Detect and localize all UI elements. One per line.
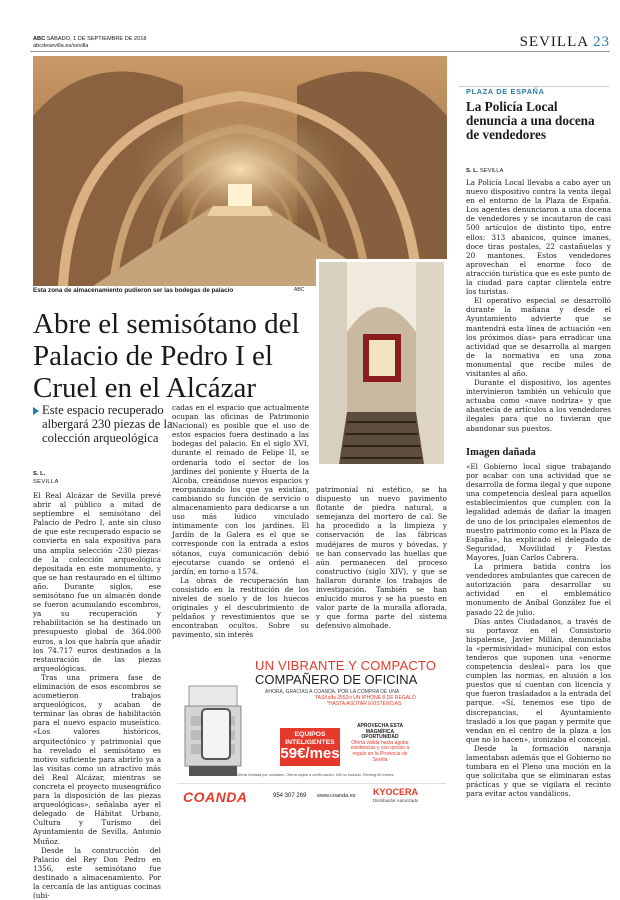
- sidebar-body-2: [466, 462, 611, 798]
- paragraph: patrimonial ni estético, se ha dispuesto un nuevo pavimento flotante de piedra natural, a semejanza del mortero de cal. Se ha procedido a la limpieza y conservación de las fábricas mudéjares de muros y bóvedas, y se han conservado las huellas que aún permanecen del proceso constructivo (siglo XIV), y que se hallaron durante los trabajos de investigación. También se han enlucido muros y se ha puesto en valor parte de la muralla aflorada, y que forma parte del sistema defensivo almohade.: [316, 485, 447, 631]
- promo-title: APROVECHA ESTA MAGNÍFICA OPORTUNIDAD: [356, 723, 404, 741]
- ad-line-2: COMPAÑERO DE OFICINA: [255, 672, 418, 687]
- paragraph: La obras de recuperación han consistido en la restitución de los niveles de suelo y de los huecos originales y el descubrimiento de peldaños y revestimientos que se encontraban ocultos. Sobre su pavimento, sin interés: [172, 575, 309, 640]
- ad-phone[interactable]: 954 307 269: [273, 793, 307, 799]
- ad-divider: [177, 783, 446, 784]
- page-number: 23: [593, 34, 610, 50]
- sidebar-author: S. L.: [466, 168, 479, 174]
- stairway-image: [319, 262, 444, 464]
- paragraph: El Real Alcázar de Sevilla prevé abrir al público a mitad de septiembre el semisótano del Palacio de Pedro I, ante sin cluso de que este recuperado espacio se convierta en sala expositiva para una amplia selección -230 piezas- de la colección arqueológica depositada en este monumento, y que se han restaurado en el último año. Durante siglos, ese semisótano fue un almacén donde se fueron acumulando escombros, ya su recuperación y rehabilitación se ha destinado un presupuesto global de 364.000 euros, a los que habría que añadir los 74.717 euros destinados a la restauración de las piezas arqueológicas.: [33, 491, 161, 673]
- phone-illustration: [201, 708, 231, 760]
- article-subhead-text: Este espacio recuperado albergará 230 piezas de la colección arqueológica: [42, 403, 173, 445]
- paragraph: Desde la construcción del Palacio del Rey Don Pedro en 1356, este semisótano fue destinado a almacenamiento. Por la cercanía de las antiguas cocinas (ubi-: [33, 845, 161, 900]
- subhead-bullet-icon: [33, 407, 39, 415]
- issue-date: SÁBADO, 1 DE SEPTIEMBRE DE 2018: [46, 36, 147, 42]
- photo-credit: ABC: [294, 287, 305, 293]
- paragraph: «El Gobierno local sigue trabajando por acabar con una actividad que se desarrolla de forma ilegal y que supone una competencia desleal para aquellos establecimientos que cumplen con la legalidad además de dañar la imagen de uno de los principales elementos de nuestro patrimonio como es la Plaza de España», ha explicado el delegado de Seguridad, Movilidad y Fiestas Mayores, Juan Carlos Cabrera.: [466, 462, 611, 562]
- photo-caption: Esta zona de almacenamiento pudieron ser las bodegas de palacio: [33, 287, 234, 294]
- badge-mid: INTELIGENTES: [285, 738, 335, 746]
- article-headline: Abre el semisótano del Palacio de Pedro I el Cruel en el Alcázar: [33, 308, 300, 404]
- paragraph: Días antes Ciudadanos, a través de su portavoz en el Consistorio hispalense, Javier Millán, denunciaba la «permisividad» municipal con estos tenderos que suponen una «enorme competencia desleal» para los que cumplen las normas, en alusión a los puestos que sí cuentan con licencia y que fueron trasladados a la entrada del parque. «Sí, tenemos ese tipo de discrepancias, el Ayuntamiento trasladó a los que pagan y permite que vendan en el centro de la plaza a los que no lo hacen», ironizaba el concejal.: [466, 616, 611, 744]
- paragraph: Durante el dispositivo, los agentes intervinieron también un vehículo que actuaba como «nave nodriza» y que abastecía de artículos a los vendedores ilegales para que no tuvieran que abandonar sus puestos.: [466, 378, 611, 433]
- article-column-3: [316, 485, 447, 631]
- section-header: [520, 34, 610, 51]
- kyocera-logo: KYOCERA: [373, 787, 419, 797]
- sidebar-headline: La Policía Local denuncia a una docena de vendedores: [466, 99, 595, 142]
- distributor-label: Distribuidor Autorizado: [373, 798, 419, 803]
- ad-website[interactable]: www.coanda.es: [317, 793, 356, 799]
- paragraph: La Policía Local llevaba a cabo ayer un nuevo dispositivo contra la venta ilegal en el entorno de la Plaza de España. Los agentes denunciaron a una docena de vendedores y se incautaron de casi 500 artículos de distinto tipo, entre ellos: 313 abanicos, quince imanes, doce tiras postales, 22 castañuelas y 20 mantones. Estos vendedores aprovechan el enorme foco de atracción turística que es este punto de la ciudad para captar clientela entre los turistas.: [466, 178, 611, 297]
- sidebar-subheading: Imagen dañada: [466, 447, 536, 458]
- coanda-logo: COANDA: [183, 789, 248, 805]
- sidebar-section-label: PLAZA DE ESPAÑA: [466, 87, 545, 96]
- vaulted-basement-photo: [33, 56, 447, 286]
- paragraph: El operativo especial se desarrolló durante la mañana y desde el Ayuntamiento advierte que se mantendrá esta línea de actuación «en los próximos días» para erradicar una actividad que se desarrolla al margen de la normativa en una zona monumental que recibe miles de visitantes al año.: [466, 296, 611, 378]
- ad-line-1: UN VIBRANTE Y COMPACTO: [255, 658, 437, 673]
- promo-box: [349, 724, 411, 763]
- article-subhead: [33, 404, 193, 445]
- sidebar-city: SEVILLA: [479, 168, 504, 174]
- header-rule: [30, 51, 610, 52]
- section-url: abcdesevilla.es/sevilla: [33, 42, 89, 49]
- article-column-2: [172, 403, 309, 639]
- sidebar-byline: [466, 168, 503, 174]
- article-byline: [33, 471, 59, 486]
- price-badge: [280, 728, 340, 766]
- article-city: SEVILLA: [33, 478, 59, 485]
- badge-top: EQUIPOS: [294, 731, 326, 738]
- ad-line-3: AHORA, GRACIAS A COANDA, POR LA COMPRA DE UNA: [265, 689, 400, 695]
- badge-price: 59€/mes: [280, 745, 340, 762]
- masthead-info: [33, 36, 146, 50]
- article-column-1: [33, 491, 161, 900]
- paragraph: Desde la formación naranja lamentaban además que el Gobierno no tumbara en el Pleno una moción en la que solicitaba que se eliminaran estas prácticas y que se vigilara el recinto para evitar actos vandálicos.: [466, 743, 611, 799]
- ad-line-4: TASKalfa 2552ci UN IPHONE 8 DE REGALO: [315, 695, 416, 701]
- paragraph: Tras una primera fase de eliminación de esos escombros se acometieron trabajos arqueológicos, y acaban de terminar las obras de habilitación para el nuevo espacio museístico. «Los valores históricos, arquitectónico y patrimonial que ha revelado el semisótano es motivo suficiente para abrirlo ya a las visitas como un atractivo más del Real Alcázar, mientras se concreta el proyecto museográfico para la disposición de las piezas arqueológicas», señalaba ayer el delegado de Hábitat Urbano, Cultura y Turismo del Ayuntamiento de Sevilla, Antonio Muñoz.: [33, 672, 161, 846]
- paragraph: La primera batida contra los vendedores ambulantes que carecen de autorización para desarrollar su actividad en el emblemático monumento de Aníbal González fue el pasado 22 de julio.: [466, 562, 611, 617]
- ad-line-5: *HASTA AGOTAR EXISTENCIAS: [327, 701, 402, 707]
- ad-legal-text: *Oferta limitada por unidades. Oferta sujeta a confirmación. IVA no incluido. Renting 60 meses.: [235, 773, 395, 777]
- publication-name: ABC: [33, 36, 46, 42]
- article-author: S. L.: [33, 471, 46, 477]
- section-name: SEVILLA: [519, 34, 589, 50]
- paragraph: cadas en el espacio que actualmente ocupan las oficinas de Patrimonio Nacional) es posible que el uso de estos espacios fuera destinado a las bodegas del palacio. En el siglo XVI, durante el reinado de Felipe II, se ordenaría todo el sector de los jardines del poniente y Huerta de la Alcoba, creándose nuevos espacios y reorganizando los que ya existían, cambiando su función de servicio o almacenamiento para dedicarse a un uso más lúdico vinculado íntimamente con los jardines. El Jardín de la Galera es el que se corresponde con la entrada a estos sótanos, cuya comunicación debió ejecutarse cuando se ordenó el jardín, en torno a 1574.: [172, 403, 309, 576]
- sidebar-body-1: [466, 178, 611, 433]
- advertisement[interactable]: [177, 646, 446, 806]
- stairway-photo: [316, 259, 447, 467]
- promo-body: Oferta válida hasta agotar existencias y con opción a regalo en la Provincia de Sevilla: [350, 739, 410, 763]
- vaulted-basement-image: [33, 56, 447, 286]
